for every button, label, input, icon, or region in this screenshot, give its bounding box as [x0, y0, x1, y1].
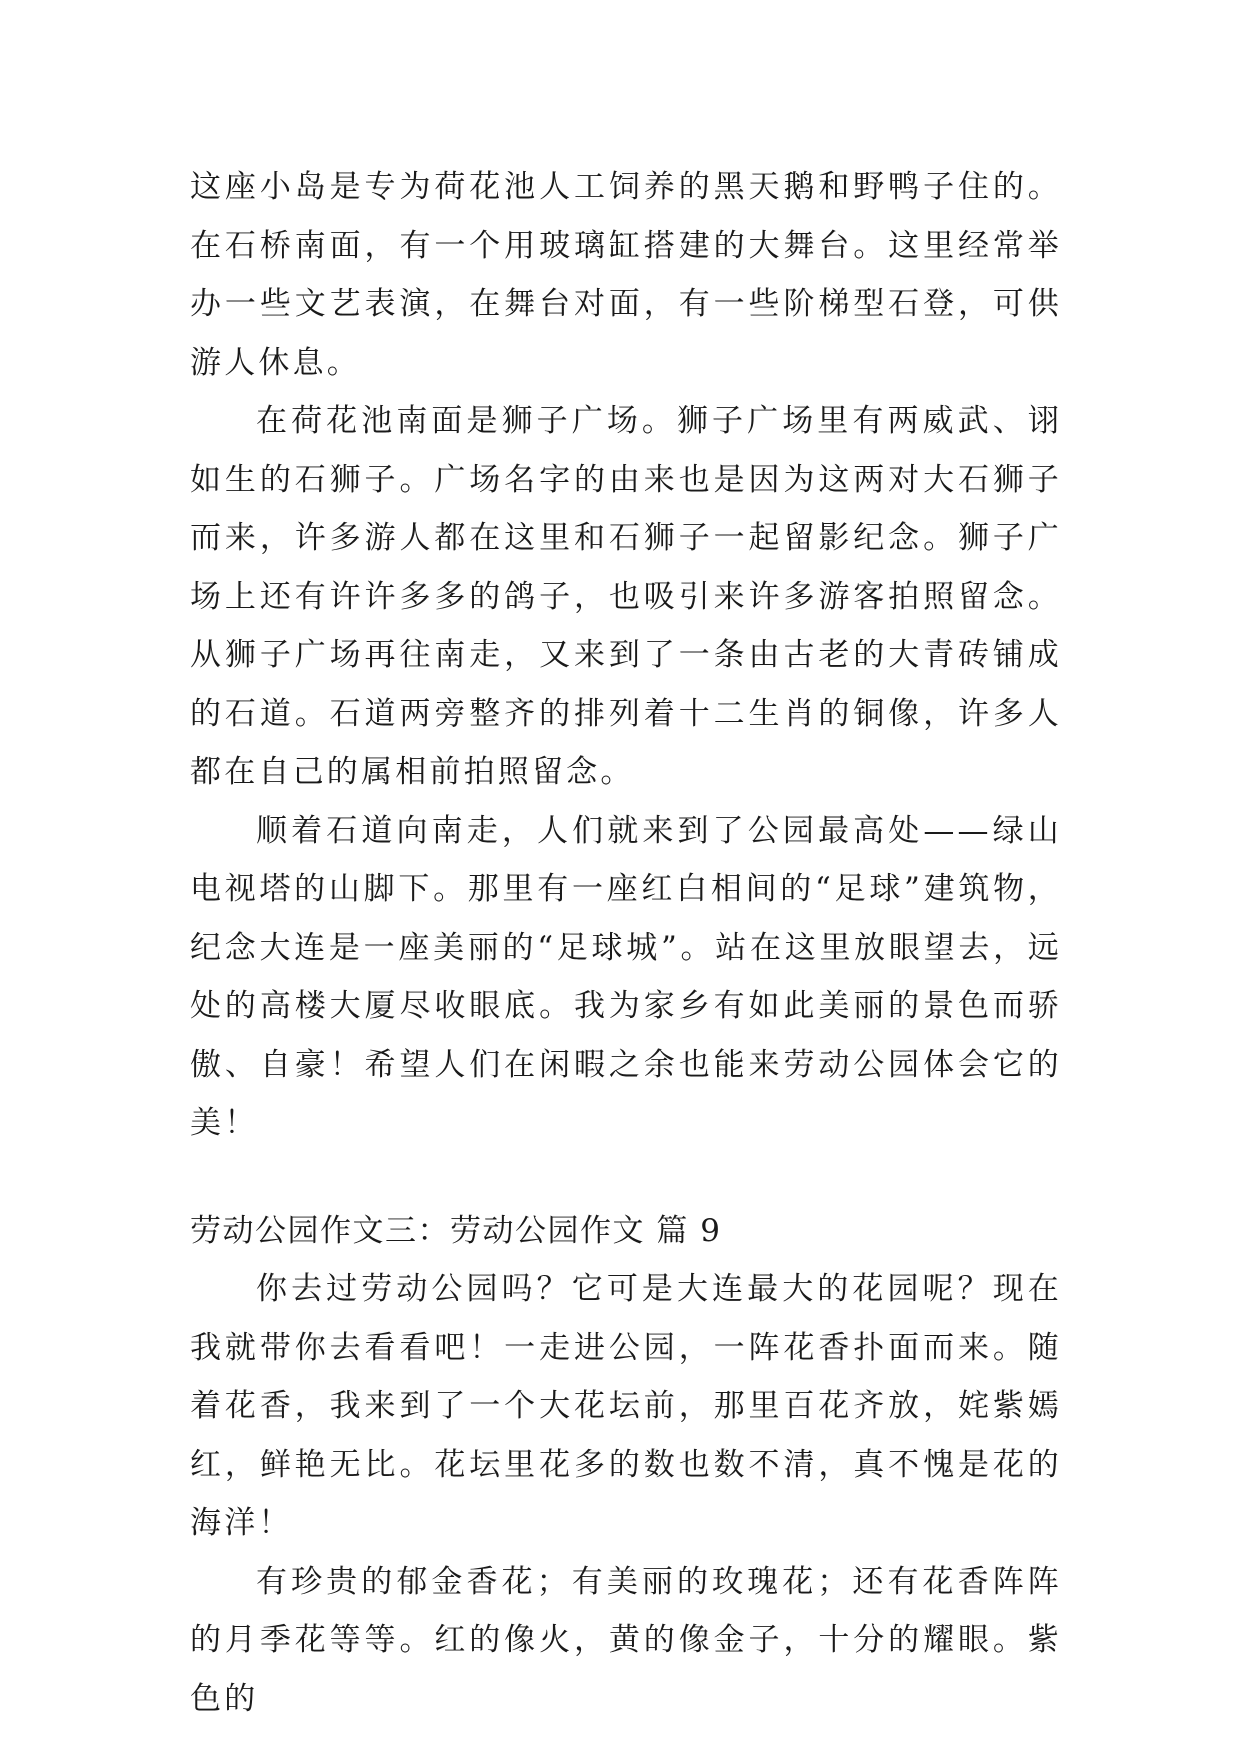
section-heading: 劳动公园作文三：劳动公园作文 篇 9 — [190, 1212, 722, 1249]
paragraph-flowers-list: 有珍贵的郁金香花；有美丽的玫瑰花；还有花香阵阵的月季花等等。红的像火，黄的像金子，十分的耀眼。紫色的 — [190, 1563, 1062, 1717]
paragraph-tv-tower: 顺着石道向南走，人们就来到了公园最高处——绿山电视塔的山脚下。那里有一座红白相间的“足球”建筑物，纪念大连是一座美丽的“足球城”。站在这里放眼望去，远处的高楼大厦尽收眼底。我为家乡有如此美丽的景色而骄傲、自豪！希望人们在闲暇之余也能来劳动公园体会它的美！ — [190, 812, 1062, 1141]
paragraph-flower-garden: 你去过劳动公园吗？它可是大连最大的花园呢？现在我就带你去看看吧！一走进公园，一阵花香扑面而来。随着花香，我来到了一个大花坛前，那里百花齐放，姹紫嫣红，鲜艳无比。花坛里花多的数也数不清，真不愧是花的海洋！ — [190, 1271, 1062, 1541]
document-page — [190, 158, 1062, 1728]
paragraph-island: 这座小岛是专为荷花池人工饲养的黑天鹅和野鸭子住的。在石桥南面，有一个用玻璃缸搭建的大舞台。这里经常举办一些文艺表演，在舞台对面，有一些阶梯型石登，可供游人休息。 — [190, 169, 1062, 381]
paragraph-lion-square: 在荷花池南面是狮子广场。狮子广场里有两威武、诩如生的石狮子。广场名字的由来也是因为这两对大石狮子而来，许多游人都在这里和石狮子一起留影纪念。狮子广场上还有许许多多的鸽子，也吸引来许多游客拍照留念。从狮子广场再往南走，又来到了一条由古老的大青砖铺成的石道。石道两旁整齐的排列着十二生肖的铜像，许多人都在自己的属相前拍照留念。 — [190, 403, 1062, 790]
